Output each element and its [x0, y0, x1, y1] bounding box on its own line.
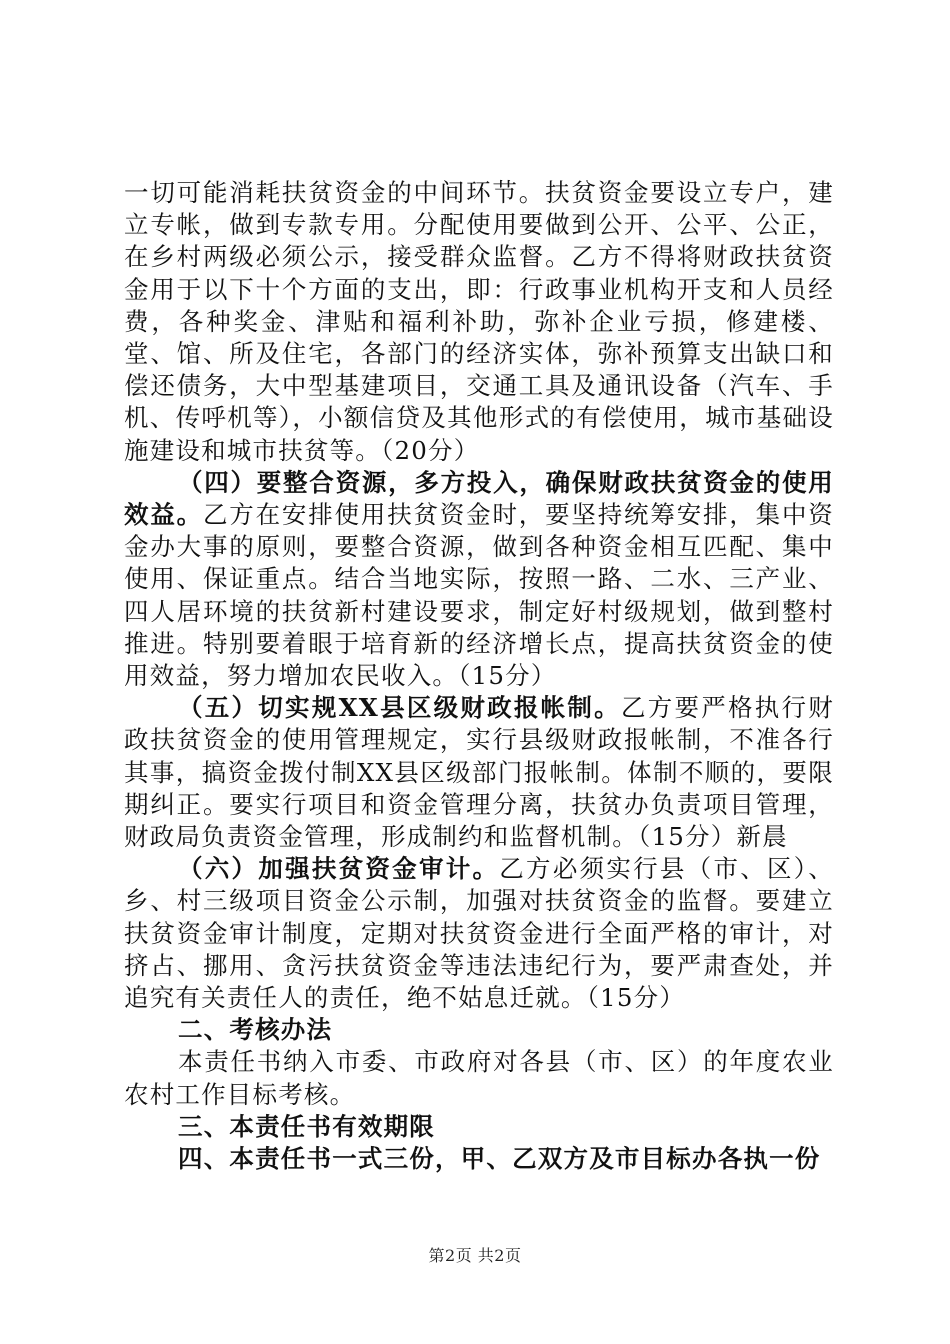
paragraph-text: 一切可能消耗扶贫资金的中间环节。扶贫资金要设立专户，建立专帐，做到专款专用。分配使用要做到公开、公平、公正，在乡村两级必须公示，接受群众监督。乙方不得将财政扶贫资金用于以下十个方面的支出，即：行政事业机构开支和人员经费，各种奖金、津贴和福利补助，弥补企业亏损，修建楼、堂、馆、所及住宅，各部门的经济实体，弥补预算支出缺口和偿还债务，大中型基建项目，交通工具及通讯设备（汽车、手机、传呼机等），小额信贷及其他形式的有偿使用，城市基础设施建设和城市扶贫等。（20分） — [124, 178, 834, 465]
section-heading-5: （五）切实规XX县区级财政报帐制。 — [178, 693, 621, 723]
section-heading-assessment: 二、考核办法 — [178, 1015, 333, 1045]
paragraph-text: 乙方在安排使用扶贫资金时，要坚持统筹安排，集中资金办大事的原则，要整合资源，做到各种资金相互匹配、集中使用、保证重点。结合当地实际，按照一路、二水、三产业、四人居环境的扶贫新村建设要求，制定好村级规划，做到整村推进。特别要着眼于培育新的经济增长点，提高扶贫资金的使用效益，努力增加农民收入。（15分） — [124, 500, 834, 691]
paragraph-text: 乙方要严格执行财政扶贫资金的使用管理规定，实行县级财政报帐制，不准各行其事，搞资金拨付制XX县区级部门报帐制。体制不顺的，要限期纠正。要实行项目和资金管理分离，扶贫办负责项目管理，财政局负责资金管理，形成制约和监督机制。（15分）新晨 — [124, 693, 834, 852]
paragraph-integrate-resources — [124, 467, 834, 692]
paragraph-text: 乙方必须实行县（市、区）、乡、村三级项目资金公示制，加强对扶贫资金的监督。要建立扶贫资金审计制度，定期对扶贫资金进行全面严格的审计，对挤占、挪用、贪污扶贫资金等违法违纪行为，要严肃查处，并追究有关责任人的责任，绝不姑息迁就。（15分） — [124, 854, 834, 1013]
paragraph-assessment: 本责任书纳入市委、市政府对各县（市、区）的年度农业农村工作目标考核。 — [124, 1047, 834, 1109]
section-heading-4: （四）要整合资源，多方投入，确保财政扶贫资金的使用效益。 — [124, 467, 834, 530]
section-heading-copies: 四、本责任书一式三份，甲、乙双方及市目标办各执一份 — [178, 1144, 821, 1174]
paragraph-fund-audit — [124, 853, 834, 1014]
section-heading-6: （六）加强扶贫资金审计。 — [178, 854, 500, 884]
document-body — [124, 177, 834, 1175]
page-footer: 第2页 共2页 — [428, 1246, 522, 1265]
paragraph-reimbursement-system — [124, 692, 834, 853]
paragraph-fund-usage-rules — [124, 177, 834, 467]
section-heading-validity: 三、本责任书有效期限 — [178, 1111, 435, 1141]
